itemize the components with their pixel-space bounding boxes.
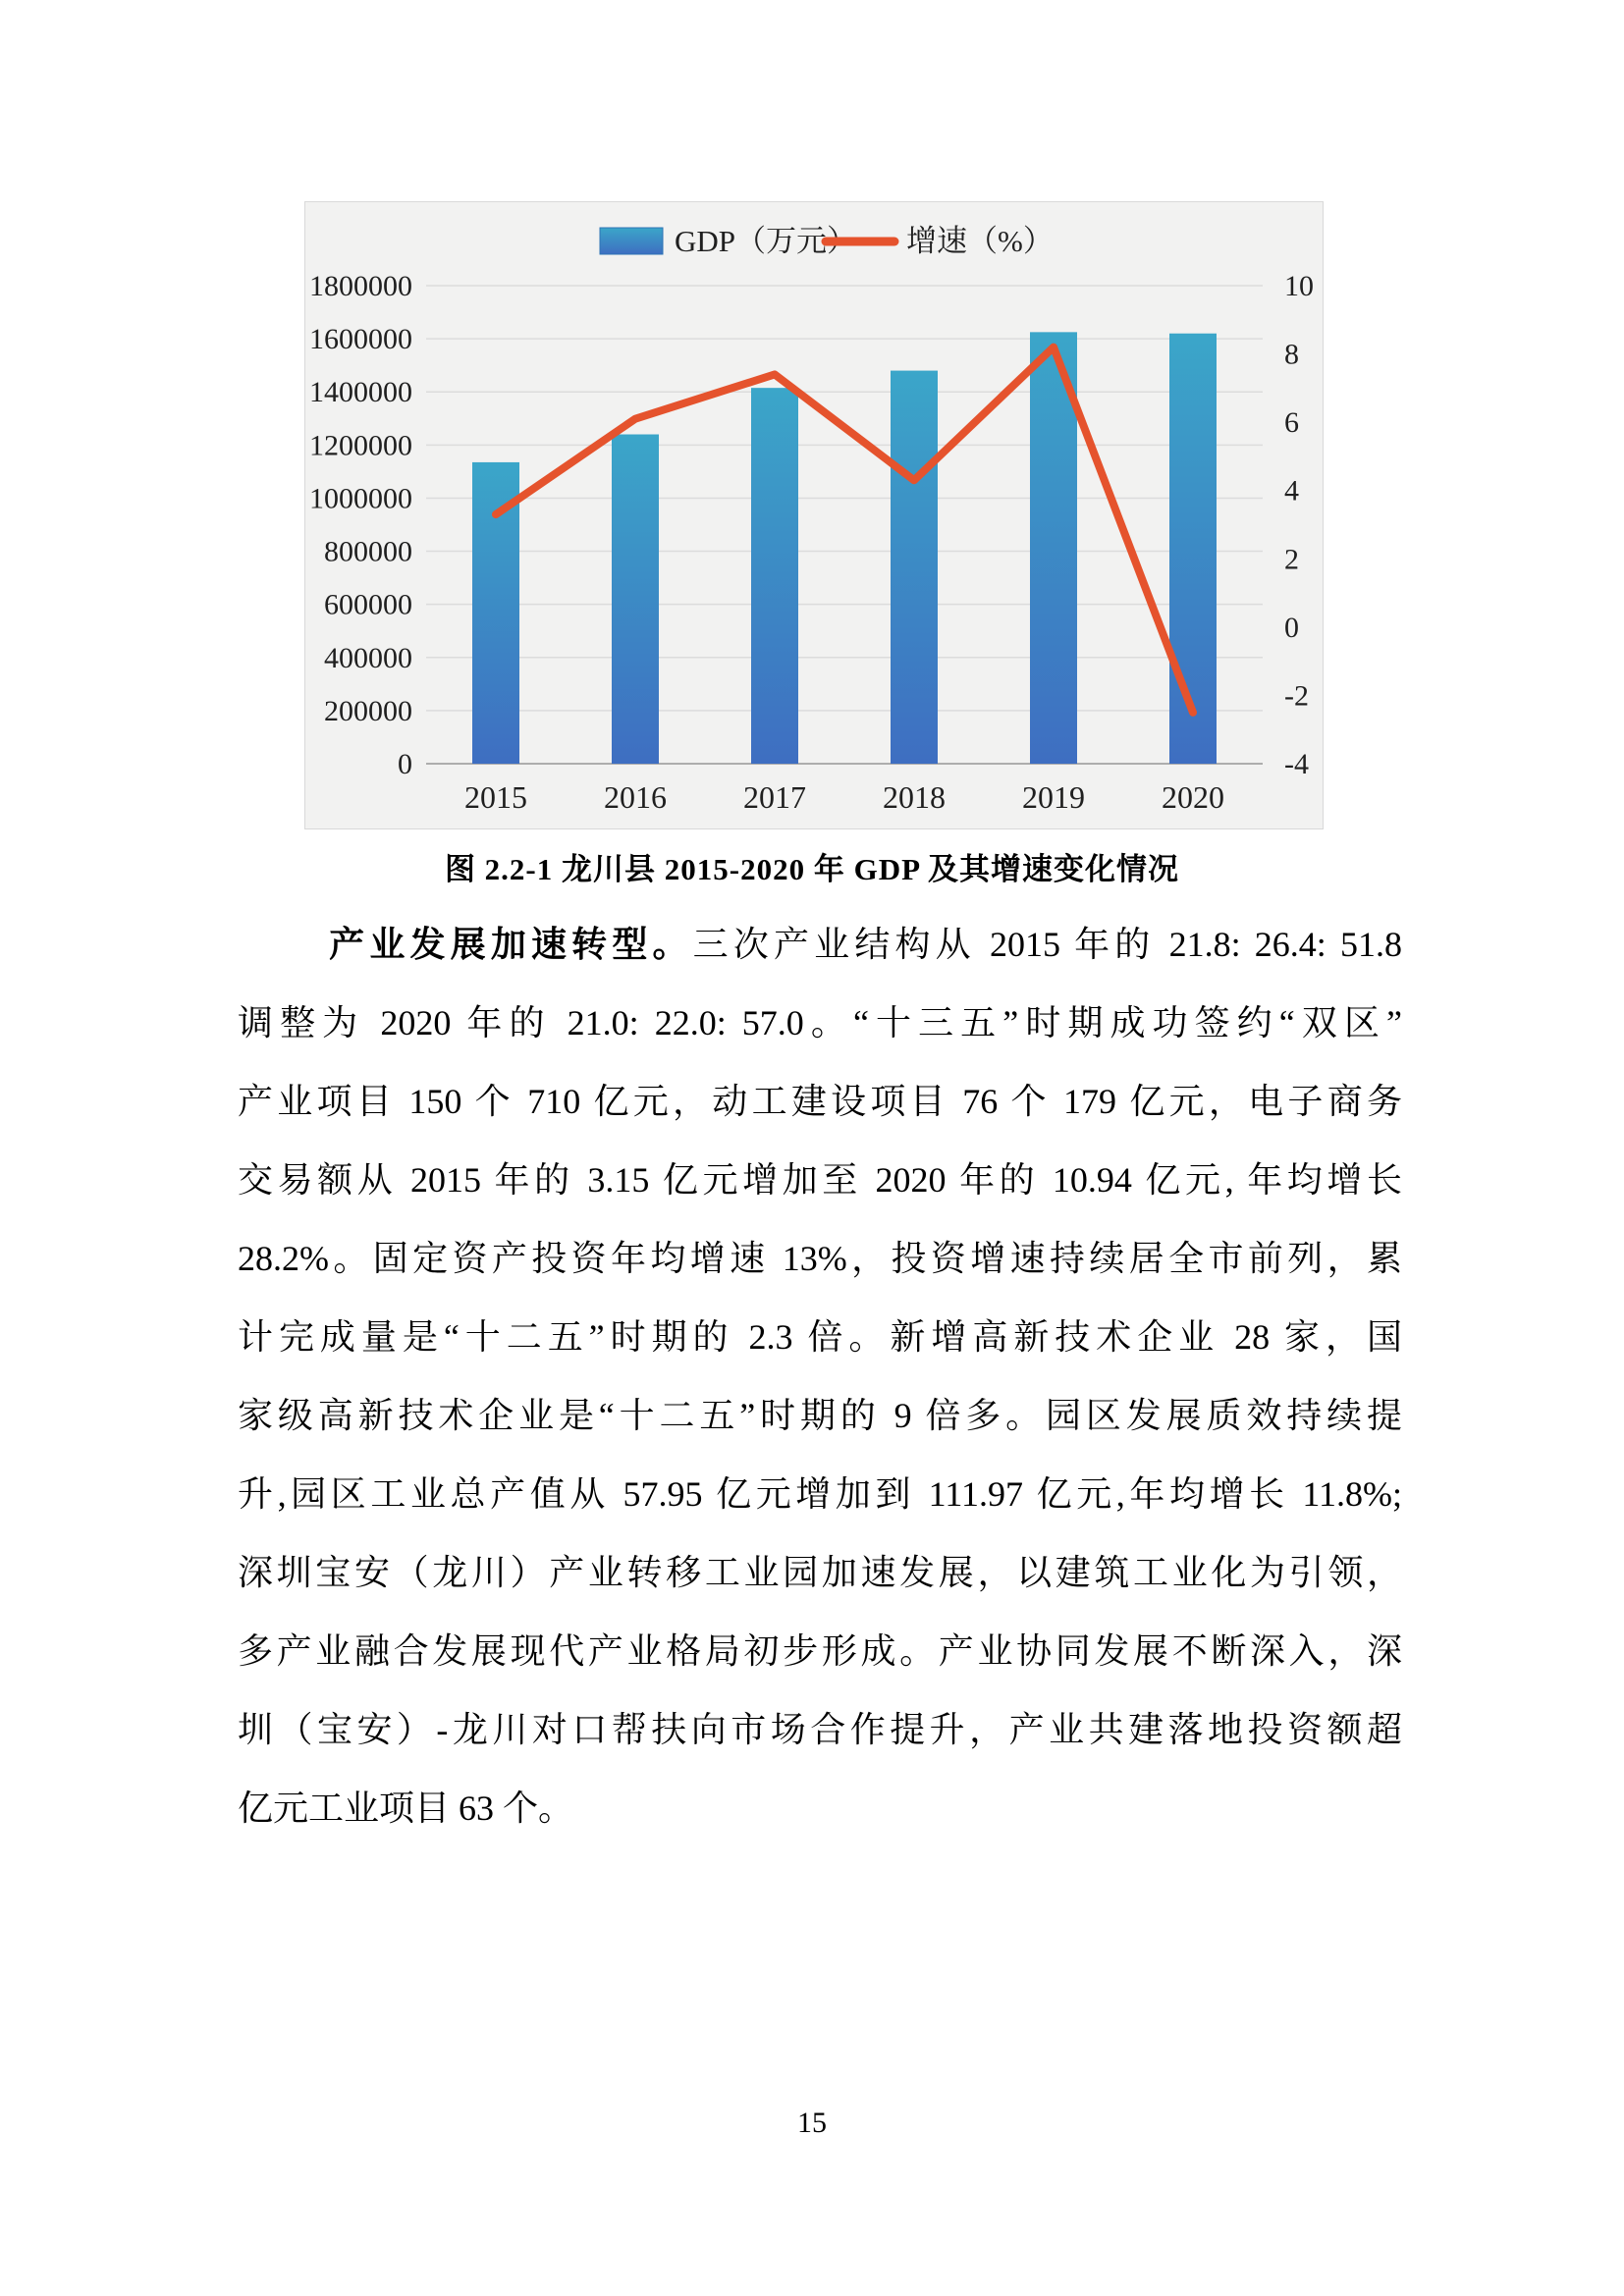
paragraph-line: 28.2%。固定资产投资年均增速 13%，投资增速持续居全市前列，累 [238, 1239, 1402, 1278]
svg-text:-2: -2 [1284, 679, 1309, 713]
svg-text:GDP（万元）: GDP（万元） [675, 224, 858, 258]
svg-text:0: 0 [398, 748, 412, 780]
paragraph-line1-rest: 三次产业结构从 2015 年的 21.8: 26.4: 51.8 [692, 925, 1402, 964]
paragraph-line: 多产业融合发展现代产业格局初步形成。产业协同发展不断深入，深 [238, 1631, 1402, 1671]
paragraph-line: 计完成量是“十二五”时期的 2.3 倍。新增高新技术企业 28 家，国 [238, 1317, 1402, 1357]
paragraph-line: 亿元工业项目 63 个。 [238, 1789, 574, 1828]
svg-text:2018: 2018 [883, 779, 946, 815]
svg-text:4: 4 [1284, 474, 1299, 507]
svg-text:1000000: 1000000 [309, 482, 412, 515]
svg-text:1800000: 1800000 [309, 270, 412, 302]
svg-text:800000: 800000 [324, 535, 412, 568]
svg-text:2019: 2019 [1022, 779, 1085, 815]
gdp-growth-chart-svg [305, 202, 1323, 828]
svg-text:1400000: 1400000 [309, 376, 412, 409]
paragraph-line: 圳（宝安）-龙川对口帮扶向市场合作提升，产业共建落地投资额超 [238, 1710, 1402, 1749]
gdp-growth-chart [304, 201, 1324, 829]
svg-text:8: 8 [1284, 338, 1299, 371]
paragraph-line: 交易额从 2015 年的 3.15 亿元增加至 2020 年的 10.94 亿元, 年均增长 [238, 1160, 1402, 1200]
svg-text:1200000: 1200000 [309, 429, 412, 462]
svg-text:0: 0 [1284, 611, 1299, 644]
paragraph-line: 家级高新技术企业是“十二五”时期的 9 倍多。园区发展质效持续提 [238, 1396, 1402, 1435]
page-number: 15 [797, 2107, 827, 2139]
paragraph-line: 调整为 2020 年的 21.0: 22.0: 57.0。“十三五”时期成功签约“双区” [238, 1003, 1402, 1042]
svg-text:6: 6 [1284, 406, 1299, 440]
paragraph-line: 升,园区工业总产值从 57.95 亿元增加到 111.97 亿元,年均增长 11.8%; [238, 1474, 1402, 1514]
svg-text:2015: 2015 [464, 779, 527, 815]
svg-text:2016: 2016 [604, 779, 667, 815]
paragraph-line [238, 905, 1402, 984]
svg-text:2: 2 [1284, 543, 1299, 576]
svg-text:增速（%）: 增速（%） [906, 224, 1054, 258]
figure-caption: 图 2.2-1 龙川县 2015-2020 年 GDP 及其增速变化情况 [444, 852, 1180, 886]
paragraph-lead-bold: 产业发展加速转型。 [324, 925, 693, 964]
paragraph-line: 深圳宝安（龙川）产业转移工业园加速发展，以建筑工业化为引领， [238, 1553, 1402, 1592]
svg-text:2017: 2017 [743, 779, 806, 815]
svg-text:1600000: 1600000 [309, 323, 412, 356]
svg-text:-4: -4 [1284, 748, 1309, 780]
paragraph-line: 产业项目 150 个 710 亿元，动工建设项目 76 个 179 亿元，电子商务 [238, 1082, 1402, 1121]
svg-text:200000: 200000 [324, 694, 412, 727]
svg-text:600000: 600000 [324, 588, 412, 621]
svg-text:2020: 2020 [1162, 779, 1224, 815]
svg-text:400000: 400000 [324, 641, 412, 674]
body-paragraph [238, 905, 1402, 1847]
svg-text:10: 10 [1284, 270, 1314, 302]
